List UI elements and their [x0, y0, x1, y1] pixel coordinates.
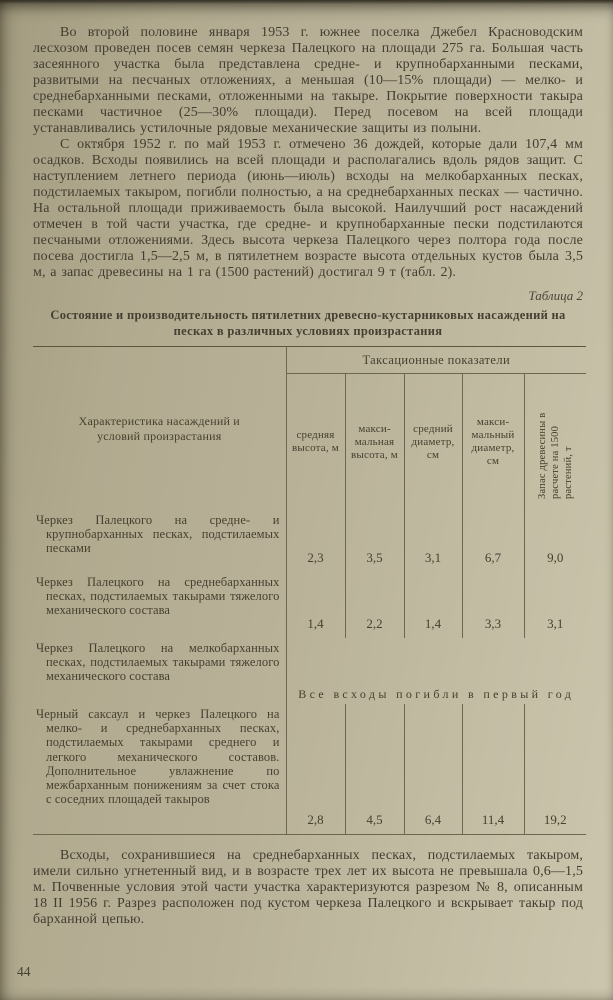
group-header-cell: Таксационные показатели — [286, 347, 586, 374]
column-header-wood-stock — [524, 374, 586, 511]
row-label: Черкез Палецкого на среднебарханных песках, подстилаемых такырами тяжелого механического состава — [36, 575, 280, 618]
cell-wood-stock: 19,2 — [524, 704, 586, 835]
cell-avg-diameter: 6,4 — [404, 704, 462, 835]
plantings-table — [33, 346, 586, 835]
cell-avg-height: 2,8 — [286, 704, 345, 835]
row-label: Черкез Палецкого на мелкобарханных песках, подстилаемых такырами тяжелого механического состава — [36, 641, 280, 684]
cell-avg-diameter: 1,4 — [404, 572, 462, 638]
cell-max-height: 2,2 — [345, 572, 404, 638]
cell-avg-height: 2,3 — [286, 510, 345, 572]
row-label: Черкез Палецкого на средне- и крупнобарханных песках, подстилаемых песками — [36, 513, 280, 556]
table-row-cherkez-medium-sands — [33, 572, 586, 638]
table-title: Состояние и производительность пятилетних древесно-кустарниковых насаждений на песках в различных условиях произрастания — [50, 308, 566, 338]
table-row-cherkez-fine-sands — [33, 638, 586, 704]
cell-max-diameter: 6,7 — [462, 510, 524, 572]
stub-header-cell — [33, 347, 286, 511]
row-label: Черный саксаул и черкез Палецкого на мелко- и среднебарханных песках, подстилаемых такырами среднего и легкого механического составов. Дополнительное увлажнение по межбарханным понижениям за счет стока с соседних площадей такыров — [36, 707, 280, 807]
table-row-saxaul-and-cherkez — [33, 704, 586, 835]
table-row-cherkez-coarse-sands — [33, 510, 586, 572]
paragraph-rainfall: С октября 1952 г. по май 1953 г. отмечено 36 дождей, которые дали 107,4 мм осадков. Всходы появились на всей площади и располагались вдоль рядов защит. С наступлением летнего периода (июнь—июль) всходы на мелкобарханных песках, подстилаемых такыром, погибли полностью, а на среднебарханных песках — частично. На остальной площади приживаемость была высокой. Наилучший рост насаждений отмечен в той части участка, где средне- и крупнобарханные пески подстилаются песчаными отложениями. Здесь высота черкеза Палецкого через полтора года после посева достигла 1,5—2,5 м, в пятилетнем возрасте высота отдельных кустов была 3,5 м, а запас древесины на 1 га (1500 растений) достигал 9 т (табл. 2). — [33, 137, 583, 280]
cell-wood-stock: 9,0 — [524, 510, 586, 572]
column-header-wood-stock-text: Запас древесины в расчете на 1500 растений, т — [536, 412, 574, 499]
cell-max-height: 3,5 — [345, 510, 404, 572]
column-header-avg-height: средняя высота, м — [286, 374, 345, 511]
cell-max-height: 4,5 — [345, 704, 404, 835]
stub-header-text: Характеристика насаждений и условий произрастания — [78, 413, 240, 443]
cell-avg-diameter: 3,1 — [404, 510, 462, 572]
page-number: 44 — [17, 964, 31, 979]
paragraph-conclusion: Всходы, сохранившиеся на среднебарханных песках, подстилаемых такыром, имели сильно угнетенный вид, и в возрасте трех лет их высота не превышала 0,6—1,5 м. Почвенные условия этой части участка характеризуются разрезом № 8, описанным 18 II 1956 г. Разрез расположен под кустом черкеза Палецкого и вскрывает такыр под барханной цепью. — [33, 848, 583, 927]
cell-all-seedlings-died-note: Все всходы погибли в первый год — [286, 638, 586, 704]
column-header-max-height: максимальная высота, м — [345, 374, 404, 511]
column-header-avg-diameter: средний диаметр, см — [404, 374, 462, 511]
column-header-max-diameter: максимальный диаметр, см — [462, 374, 524, 511]
cell-wood-stock: 3,1 — [524, 572, 586, 638]
cell-avg-height: 1,4 — [286, 572, 345, 638]
paragraph-sowing: Во второй половине января 1953 г. южнее поселка Джебел Красноводским лесхозом проведен посев семян черкеза Палецкого на площади 275 га. Большая часть засеянного участка была представлена средне- и крупнобарханными песками, развитыми на песчаных отложениях, а меньшая (10—15% площади) — мелко- и среднебарханными песками, отложенными на такыре. Покрытие поверхности такыра песками частичное (25—30% площади). Перед посевом на всей площади устанавливались устилочные рядовые механические защиты из полыни. — [33, 25, 583, 136]
table-label: Таблица 2 — [528, 288, 583, 303]
page-content — [33, 0, 583, 928]
table-group-header-row — [33, 347, 586, 374]
cell-max-diameter: 11,4 — [462, 704, 524, 835]
cell-max-diameter: 3,3 — [462, 572, 524, 638]
